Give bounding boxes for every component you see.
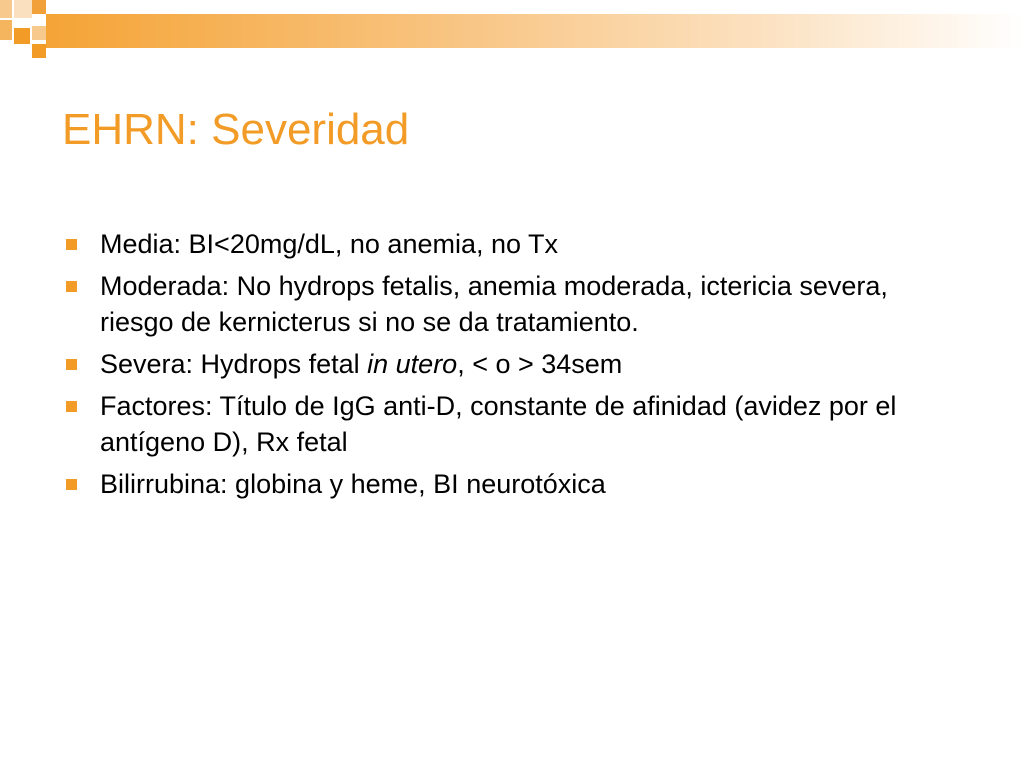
bullet-text-italic: in utero bbox=[367, 349, 458, 379]
bullet-text: Media: BI<20mg/dL, no anemia, no Tx bbox=[100, 229, 559, 259]
header-decoration bbox=[0, 0, 1024, 70]
bullet-item bbox=[62, 226, 962, 262]
square-bullet-icon bbox=[66, 401, 77, 412]
decor-square bbox=[0, 0, 12, 18]
bullet-text-prefix: Severa: Hydrops fetal bbox=[100, 349, 368, 379]
decor-square bbox=[14, 28, 30, 44]
bullet-text: Factores: Título de IgG anti-D, constante de afinidad (avidez por el antígeno D), Rx fetal bbox=[100, 391, 897, 457]
square-bullet-icon bbox=[66, 479, 77, 490]
bullet-list bbox=[62, 226, 962, 508]
bullet-text: Moderada: No hydrops fetalis, anemia moderada, ictericia severa, riesgo de kernicterus si no se da tratamiento. bbox=[100, 271, 888, 337]
square-bullet-icon bbox=[66, 359, 77, 370]
square-bullet-icon bbox=[66, 281, 77, 292]
decor-square bbox=[32, 26, 46, 40]
decor-square bbox=[32, 44, 46, 58]
square-bullet-icon bbox=[66, 239, 77, 250]
bullet-item bbox=[62, 388, 962, 460]
decor-square bbox=[14, 0, 32, 18]
decor-square bbox=[32, 0, 46, 14]
header-gradient-bar bbox=[46, 14, 1024, 48]
bullet-text: Bilirrubina: globina y heme, BI neurotóxica bbox=[100, 469, 606, 499]
decor-square bbox=[0, 20, 12, 40]
bullet-item bbox=[62, 346, 962, 382]
bullet-item bbox=[62, 268, 962, 340]
bullet-text-suffix: , < o > 34sem bbox=[457, 349, 623, 379]
slide-title: EHRN: Severidad bbox=[62, 105, 410, 154]
bullet-item bbox=[62, 466, 962, 502]
